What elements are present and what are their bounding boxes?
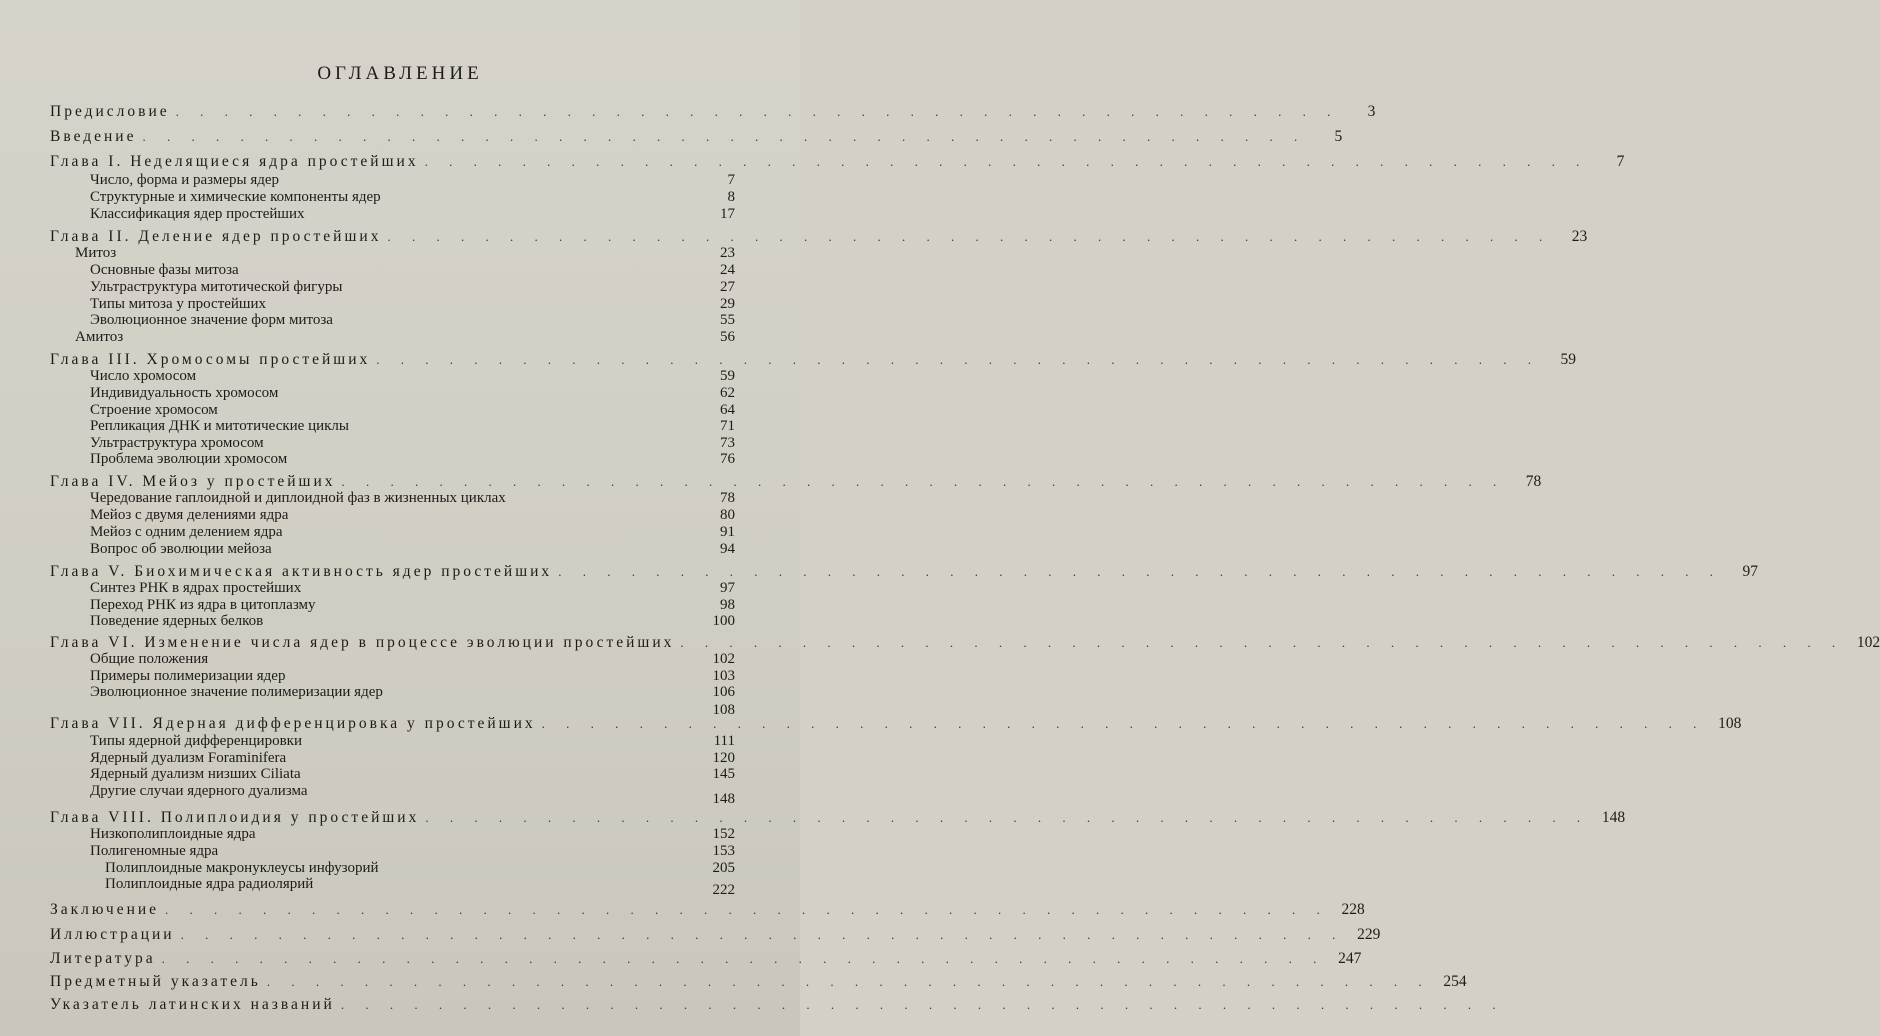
toc-page-number: 71 bbox=[720, 418, 735, 434]
toc-page-number: 55 bbox=[720, 312, 735, 328]
toc-entry-label: Указатель латинских названий bbox=[50, 996, 335, 1013]
toc-entry-label: Основные фазы митоза bbox=[90, 262, 239, 278]
toc-entry-label: Глава VII. Ядерная дифференцировка у простейших bbox=[50, 715, 536, 732]
toc-entry-label: Полиплоидные ядра радиолярий bbox=[105, 876, 314, 892]
toc-entry-label: Типы ядерной дифференцировки bbox=[90, 733, 302, 749]
toc-entry-label: Иллюстрации bbox=[50, 926, 175, 943]
toc-page-number: 108 bbox=[712, 702, 735, 718]
dot-leader: . . . . . . . . . . . . . . . . . . . . . . . . . . . . . . . . . . . . . . . . . . . . . . . . bbox=[680, 635, 1845, 650]
dot-leader: . . . . . . . . . . . . . . . . . . . . . . . . . . . . . . . . . . . . . . . . . . . . . . . . bbox=[387, 229, 1552, 244]
toc-page-number: 97 bbox=[720, 580, 735, 596]
toc-entry-label: Структурные и химические компоненты ядер bbox=[90, 189, 381, 205]
toc-entry-label: Типы митоза у простейших bbox=[90, 296, 267, 312]
toc-entry-label: Глава VIII. Полиплоидия у простейших bbox=[50, 809, 420, 826]
toc-entry-label: Митоз bbox=[75, 245, 117, 261]
dot-leader: . . . . . . . . . . . . . . . . . . . . . . . . . . . . . . . . . . . . . . . . . . . . . . . . bbox=[161, 951, 1326, 966]
toc-page-number: 102 bbox=[1856, 634, 1880, 651]
toc-page-number: 3 bbox=[1367, 103, 1376, 120]
toc-page-number: 111 bbox=[713, 733, 735, 749]
toc-page-number: 5 bbox=[1334, 128, 1343, 145]
toc-page-number: 7 bbox=[727, 172, 735, 188]
toc-entry-label: Эволюционное значение полимеризации ядер bbox=[90, 684, 383, 700]
toc-entry-label: Глава IV. Мейоз у простейших bbox=[50, 473, 336, 490]
toc-page-number: 108 bbox=[1718, 715, 1742, 732]
toc-entry-label: Переход РНК из ядра в цитоплазму bbox=[90, 597, 316, 613]
toc-entry-label: Полигеномные ядра bbox=[90, 843, 219, 859]
toc-entry-label: Индивидуальность хромосом bbox=[90, 385, 279, 401]
toc-section-row bbox=[90, 610, 735, 632]
toc-entry-label: Ядерный дуализм низших Ciliata bbox=[90, 766, 301, 782]
page-title: ОГЛАВЛЕНИЕ bbox=[317, 63, 483, 84]
toc-page-number: 98 bbox=[720, 597, 735, 613]
toc-page-number: 148 bbox=[1601, 809, 1626, 826]
toc-page-number: 102 bbox=[712, 651, 735, 667]
dot-leader: . . . . . . . . . . . . . . . . . . . . . . . . . . . . . . . . . . . . . . . . . . . . . . . . bbox=[180, 927, 1345, 942]
toc-page-number: 100 bbox=[712, 613, 735, 629]
toc-page-number: 59 bbox=[720, 368, 735, 384]
toc-page-number: 7 bbox=[1616, 153, 1625, 170]
toc-chapter-row bbox=[50, 899, 1365, 921]
toc-page-number: 152 bbox=[712, 826, 735, 842]
dot-leader: . . . . . . . . . . . . . . . . . . . . . . . . . . . . . . . . . . . . . . . . . . . . . . . . bbox=[558, 564, 1722, 579]
toc-entry-label: Литература bbox=[50, 950, 156, 967]
toc-page-number: 73 bbox=[720, 435, 735, 451]
toc-section-row bbox=[105, 879, 735, 901]
toc-page-number: 27 bbox=[720, 279, 735, 295]
toc-page-number: 80 bbox=[720, 507, 735, 523]
toc-page-number: 228 bbox=[1341, 901, 1365, 918]
toc-entry-label: Полиплоидные макронуклеусы инфузорий bbox=[105, 860, 379, 876]
toc-page-number: 78 bbox=[720, 490, 735, 506]
toc-page-number: 97 bbox=[1742, 563, 1758, 580]
toc-entry-label: Предметный указатель bbox=[50, 973, 261, 990]
toc-chapter-row bbox=[50, 924, 1381, 946]
toc-chapter-row bbox=[50, 948, 1362, 970]
toc-entry-label: Репликация ДНК и митотические циклы bbox=[90, 418, 349, 434]
toc-section-row bbox=[75, 326, 735, 348]
toc-entry-label: Ультраструктура митотической фигуры bbox=[90, 279, 343, 295]
toc-page-number: 59 bbox=[1560, 351, 1577, 368]
dot-leader: . . . . . . . . . . . . . . . . . . . . . . . . . . . . . . . . . . . . . . . . . . . . . . . . bbox=[425, 810, 1590, 825]
toc-page-number: 76 bbox=[720, 451, 735, 467]
toc-page-number: 23 bbox=[720, 245, 735, 261]
toc-page-number: 247 bbox=[1338, 950, 1362, 967]
toc-entry-label: Глава V. Биохимическая активность ядер простейших bbox=[50, 563, 553, 580]
toc-entry-label: Поведение ядерных белков bbox=[90, 613, 264, 629]
toc-page-number: 29 bbox=[720, 296, 735, 312]
toc-entry-label: Классификация ядер простейших bbox=[90, 206, 305, 222]
toc-entry-label: Ядерный дуализм Foraminifera bbox=[90, 750, 287, 766]
toc-entry-label: Общие положения bbox=[90, 651, 209, 667]
toc-page-number: 254 bbox=[1443, 973, 1467, 990]
toc-entry-label: Другие случаи ядерного дуализма bbox=[90, 783, 308, 799]
toc-page-number: 56 bbox=[720, 329, 735, 345]
dot-leader: . . . . . . . . . . . . . . . . . . . . . . . . . . . . . . . . . . . . . . . . . . . . . . . . bbox=[340, 997, 1505, 1012]
toc-page-number: 103 bbox=[712, 668, 735, 684]
toc-chapter-row bbox=[50, 994, 1505, 1016]
toc-entry-label: Мейоз с одним делением ядра bbox=[90, 524, 283, 540]
toc-page-number: 8 bbox=[727, 189, 735, 205]
toc-section-row bbox=[90, 203, 735, 225]
toc-page-number: 153 bbox=[712, 843, 735, 859]
toc-entry-label: Число хромосом bbox=[90, 368, 197, 384]
dot-leader: . . . . . . . . . . . . . . . . . . . . . . . . . . . . . . . . . . . . . . . . . . . . . . . . bbox=[541, 716, 1706, 731]
toc-page-number: 64 bbox=[720, 402, 735, 418]
dot-leader: . . . . . . . . . . . . . . . . . . . . . . . . . . . . . . . . . . . . . . . . . . . . . . . . bbox=[165, 902, 1329, 917]
toc-entry-label: Синтез РНК в ядрах простейших bbox=[90, 580, 302, 596]
toc-entry-label: Глава VI. Изменение числа ядер в процессе эволюции простейших bbox=[50, 634, 675, 651]
toc-entry-label: Число, форма и размеры ядер bbox=[90, 172, 280, 188]
toc-entry-label: Глава II. Деление ядер простейших bbox=[50, 228, 382, 245]
toc-entry-label: Ультраструктура хромосом bbox=[90, 435, 264, 451]
toc-entry-label: Глава III. Хромосомы простейших bbox=[50, 351, 371, 368]
dot-leader: . . . . . . . . . . . . . . . . . . . . . . . . . . . . . . . . . . . . . . . . . . . . . . . . bbox=[341, 474, 1506, 489]
toc-page-number: 24 bbox=[720, 262, 735, 278]
toc-page-number: 62 bbox=[720, 385, 735, 401]
toc-entry-label: Мейоз с двумя делениями ядра bbox=[90, 507, 289, 523]
toc-page-number: 17 bbox=[720, 206, 735, 222]
toc-entry-label: Чередование гаплоидной и диплоидной фаз в жизненных циклах bbox=[90, 490, 506, 506]
toc-entry-label: Предисловие bbox=[50, 103, 170, 120]
toc-page-number: 120 bbox=[712, 750, 735, 766]
toc-entry-label: Введение bbox=[50, 128, 137, 145]
toc-page-number: 91 bbox=[720, 524, 735, 540]
dot-leader: . . . . . . . . . . . . . . . . . . . . . . . . . . . . . . . . . . . . . . . . . . . . . . . . bbox=[175, 104, 1340, 119]
toc-entry-label: Заключение bbox=[50, 901, 160, 918]
toc-entry-label: Строение хромосом bbox=[90, 402, 218, 418]
toc-entry-label: Глава I. Неделящиеся ядра простейших bbox=[50, 153, 419, 170]
toc-page-number: 94 bbox=[720, 541, 735, 557]
toc-page-number: 148 bbox=[712, 791, 735, 807]
dot-leader: . . . . . . . . . . . . . . . . . . . . . . . . . . . . . . . . . . . . . . . . . . . . . . . . bbox=[142, 129, 1307, 144]
toc-chapter-row bbox=[50, 971, 1467, 993]
toc-page-number: 78 bbox=[1525, 473, 1542, 490]
toc-entry-label: Примеры полимеризации ядер bbox=[90, 668, 286, 684]
toc-page-number: 229 bbox=[1357, 926, 1381, 943]
toc-chapter-row bbox=[50, 126, 1343, 148]
toc-entry-label: Эволюционное значение форм митоза bbox=[90, 312, 333, 328]
toc-entry-label: Низкополиплоидные ядра bbox=[90, 826, 256, 842]
dot-leader: . . . . . . . . . . . . . . . . . . . . . . . . . . . . . . . . . . . . . . . . . . . . . . . . bbox=[424, 154, 1589, 169]
toc-chapter-row bbox=[50, 101, 1376, 123]
toc-section-row bbox=[90, 538, 735, 560]
dot-leader: . . . . . . . . . . . . . . . . . . . . . . . . . . . . . . . . . . . . . . . . . . . . . . . . bbox=[266, 974, 1431, 989]
toc-page-number: 145 bbox=[712, 766, 735, 782]
toc-entry-label: Амитоз bbox=[75, 329, 124, 345]
toc-section-row bbox=[90, 448, 735, 470]
toc-entry-label: Вопрос об эволюции мейоза bbox=[90, 541, 272, 557]
toc-page-number: 222 bbox=[712, 882, 735, 898]
toc-page-number: 23 bbox=[1571, 228, 1588, 245]
dot-leader: . . . . . . . . . . . . . . . . . . . . . . . . . . . . . . . . . . . . . . . . . . . . . . . . bbox=[376, 352, 1541, 367]
toc-page-number: 106 bbox=[712, 684, 735, 700]
toc-entry-label: Проблема эволюции хромосом bbox=[90, 451, 288, 467]
toc-page-number: 205 bbox=[712, 860, 735, 876]
